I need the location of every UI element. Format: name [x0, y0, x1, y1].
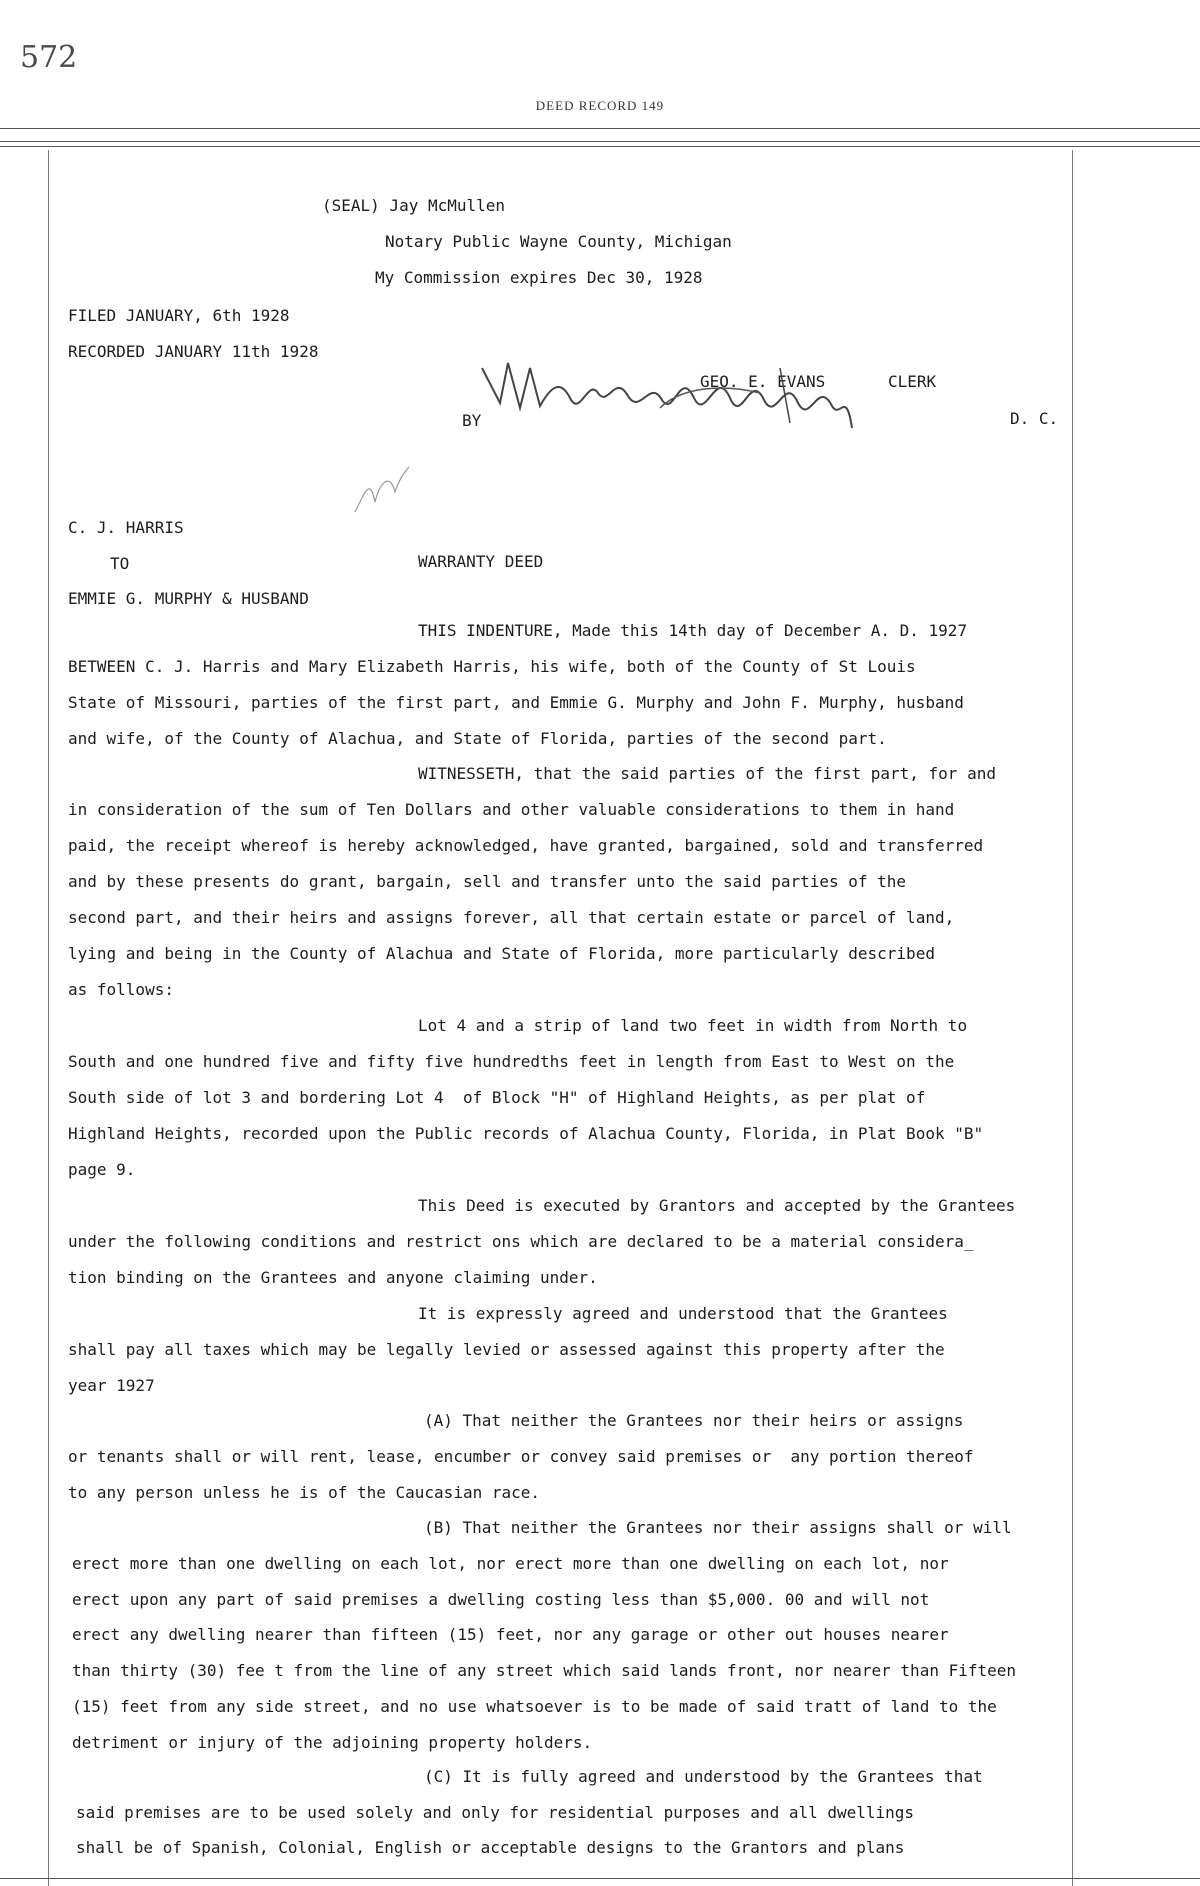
body-line: It is expressly agreed and understood that the Grantees: [418, 1304, 948, 1323]
clerk-name: GEO. E. EVANS: [700, 372, 826, 391]
body-line: BETWEEN C. J. Harris and Mary Elizabeth Harris, his wife, both of the County of St Louis: [68, 657, 916, 676]
body-line: Highland Heights, recorded upon the Public records of Alachua County, Florida, in Plat Book "B": [68, 1124, 984, 1143]
grantor-name: C. J. HARRIS: [68, 518, 184, 537]
body-line: This Deed is executed by Grantors and accepted by the Grantees: [418, 1196, 1016, 1215]
body-line: (B) That neither the Grantees nor their assigns shall or will: [424, 1518, 1012, 1537]
filed-line: FILED JANUARY, 6th 1928: [68, 306, 290, 325]
bottom-rule: [0, 1878, 1200, 1879]
clerk-signature: [480, 348, 880, 448]
clerk-title: CLERK: [888, 372, 937, 391]
body-line: Lot 4 and a strip of land two feet in width from North to: [418, 1016, 968, 1035]
body-line: erect any dwelling nearer than fifteen (15) feet, nor any garage or other out houses nearer: [72, 1625, 949, 1644]
by-label: BY: [462, 411, 482, 430]
notary-public-line: Notary Public Wayne County, Michigan: [385, 232, 732, 251]
body-line: paid, the receipt whereof is hereby acknowledged, have granted, bargained, sold and transferred: [68, 836, 984, 855]
body-line: lying and being in the County of Alachua and State of Florida, more particularly described: [68, 944, 935, 963]
body-line: State of Missouri, parties of the first part, and Emmie G. Murphy and John F. Murphy, husband: [68, 693, 964, 712]
left-margin-line: [48, 150, 49, 1886]
body-line: in consideration of the sum of Ten Dollars and other valuable considerations to them in hand: [68, 800, 955, 819]
body-line: shall be of Spanish, Colonial, English or acceptable designs to the Grantors and plans: [76, 1838, 905, 1857]
body-line: as follows:: [68, 980, 174, 999]
body-line: page 9.: [68, 1160, 136, 1179]
body-line: shall pay all taxes which may be legally levied or assessed against this property after the: [68, 1340, 945, 1359]
commission-line: My Commission expires Dec 30, 1928: [375, 268, 703, 287]
header-rule-1: [0, 128, 1200, 129]
body-line: South side of lot 3 and bordering Lot 4 of Block "H" of Highland Heights, as per plat of: [68, 1088, 926, 1107]
body-line: erect more than one dwelling on each lot, nor erect more than one dwelling on each lot, nor: [72, 1554, 949, 1573]
page-number: 572: [20, 40, 78, 75]
record-header: DEED RECORD 149: [535, 98, 665, 113]
body-line: than thirty (30) fee t from the line of any street which said lands front, nor nearer than Fifteen: [72, 1661, 1017, 1680]
body-line: (C) It is fully agreed and understood by the Grantees that: [424, 1767, 983, 1786]
body-line: WITNESSETH, that the said parties of the first part, for and: [418, 764, 996, 783]
right-margin-line: [1072, 150, 1073, 1886]
body-line: (15) feet from any side street, and no use whatsoever is to be made of said tratt of land to the: [72, 1697, 997, 1716]
body-line: detriment or injury of the adjoining property holders.: [72, 1733, 593, 1752]
header-rule-2: [0, 141, 1200, 142]
deed-type: WARRANTY DEED: [418, 552, 544, 571]
header-rule-3: [0, 146, 1200, 147]
recorded-line: RECORDED JANUARY 11th 1928: [68, 342, 319, 361]
body-line: tion binding on the Grantees and anyone claiming under.: [68, 1268, 598, 1287]
body-line: and by these presents do grant, bargain, sell and transfer unto the said parties of the: [68, 872, 907, 891]
body-line: THIS INDENTURE, Made this 14th day of December A. D. 1927: [418, 621, 968, 640]
body-line: to any person unless he is of the Caucasian race.: [68, 1483, 541, 1502]
body-line: South and one hundred five and fifty five hundredths feet in length from East to West on the: [68, 1052, 955, 1071]
deputy-clerk-label: D. C.: [1010, 409, 1059, 428]
body-line: second part, and their heirs and assigns forever, all that certain estate or parcel of land,: [68, 908, 955, 927]
body-line: said premises are to be used solely and only for residential purposes and all dwellings: [76, 1803, 915, 1822]
body-line: or tenants shall or will rent, lease, encumber or convey said premises or any portion thereof: [68, 1447, 974, 1466]
to-label: TO: [110, 554, 130, 573]
body-line: under the following conditions and restrict ons which are declared to be a material considera_: [68, 1232, 974, 1251]
body-line: (A) That neither the Grantees nor their heirs or assigns: [424, 1411, 964, 1430]
body-line: erect upon any part of said premises a dwelling costing less than $5,000. 00 and will not: [72, 1590, 930, 1609]
margin-pencil-mark: [345, 462, 415, 522]
grantee-name: EMMIE G. MURPHY & HUSBAND: [68, 589, 309, 608]
notary-seal-line: (SEAL) Jay McMullen: [322, 196, 506, 215]
body-line: and wife, of the County of Alachua, and State of Florida, parties of the second part.: [68, 729, 887, 748]
body-line: year 1927: [68, 1376, 155, 1395]
